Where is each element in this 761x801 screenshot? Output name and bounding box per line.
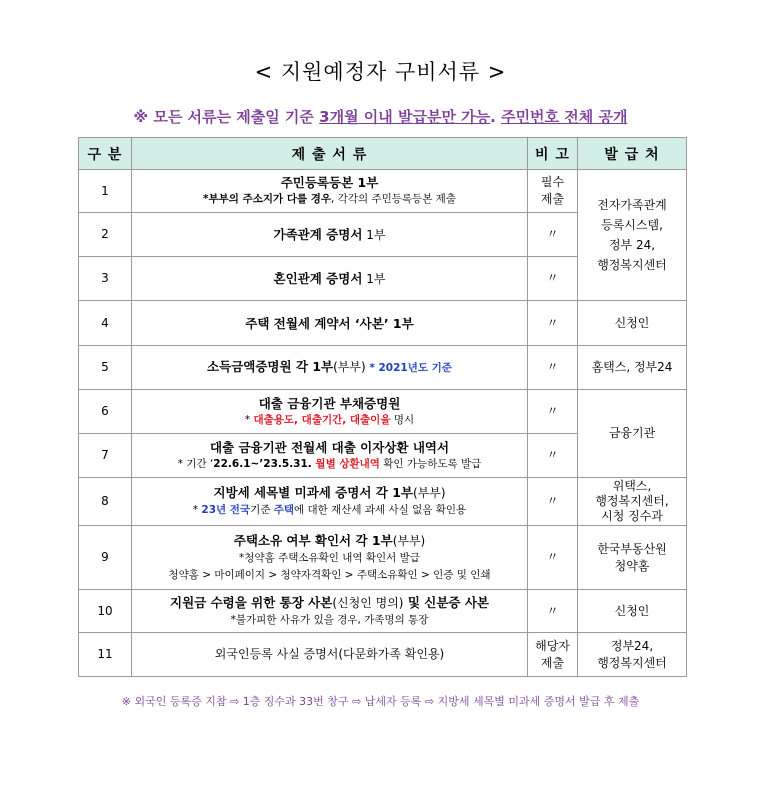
row-note: 〃 (528, 590, 578, 633)
doc-sub-blue: 주택 (273, 504, 295, 516)
row-doc (132, 346, 528, 390)
row-doc (132, 590, 528, 633)
doc-sub-red: 월별 상환내역 (311, 457, 380, 470)
row-num: 9 (79, 526, 132, 590)
table-header-row (79, 138, 687, 170)
doc-main-line (132, 484, 527, 502)
row-issuer: 전자가족관계 등록시스템, 정부 24, 행정복지센터 (578, 170, 687, 301)
row-note: 〃 (528, 434, 578, 478)
doc-sub (132, 456, 527, 473)
notice-underline-2: 주민번호 전체 공개 (501, 108, 628, 126)
doc-extra: * 2021년도 기준 (365, 362, 452, 374)
row-doc (132, 390, 528, 434)
doc-sub-normal: , 각각의 주민등록등본 제출 (331, 193, 456, 205)
table-row (79, 346, 687, 390)
doc-sub-tail: 명시 (390, 413, 415, 426)
header-doc: 제 출 서 류 (132, 138, 528, 170)
row-issuer: 위택스, 행정복지센터, 시청 징수과 (578, 478, 687, 526)
doc-sub (132, 191, 527, 208)
row-num: 1 (79, 170, 132, 213)
doc-main: 대출 금융기관 전월세 대출 이자상환 내역서 (209, 439, 450, 455)
row-note: 해당자 제출 (528, 633, 578, 677)
doc-sub (132, 412, 527, 429)
row-num: 3 (79, 257, 132, 301)
row-note: 〃 (528, 257, 578, 301)
doc-main-line (132, 532, 527, 550)
doc-sub-pre: * 기간 ‘ (177, 457, 214, 470)
row-num: 8 (79, 478, 132, 526)
doc-main: 주민등록등본 1부 (280, 175, 379, 190)
row-doc: 주택 전월세 계약서 ‘사본’ 1부 (132, 301, 528, 346)
doc-sub: *불가피한 사유가 있을 경우, 가족명의 통장 (230, 613, 429, 626)
notice-underline-1: 3개월 이내 발급분만 가능 (319, 108, 491, 126)
row-num: 2 (79, 213, 132, 257)
doc-main-normal: (부부) (412, 486, 446, 500)
doc-main: 가족관계 증명서 (273, 226, 363, 242)
doc-main: 지원금 수령을 위한 통장 사본 (170, 594, 333, 610)
row-issuer: 정부24, 행정복지센터 (578, 633, 687, 677)
row-num: 6 (79, 390, 132, 434)
table-row (79, 390, 687, 434)
doc-main-line (132, 594, 527, 612)
doc-sub-path: 청약홈 > 마이페이지 > 청약자격확인 > 주택소유확인 > 인증 및 인쇄 (168, 568, 491, 581)
doc-main-normal: (부부) (333, 360, 366, 374)
doc-sub: *청약홈 주택소유확인 내역 확인서 발급 (239, 551, 420, 564)
row-doc (132, 478, 528, 526)
header-num: 구 분 (79, 138, 132, 170)
doc-sub-tail: 에 대한 재산세 과세 사실 없음 확인용 (294, 504, 467, 516)
row-note: 〃 (528, 301, 578, 346)
row-note: 〃 (528, 213, 578, 257)
doc-sub-blue: 23년 전국 (201, 504, 251, 516)
row-num: 10 (79, 590, 132, 633)
row-issuer: 신청인 (578, 590, 687, 633)
table-row (79, 590, 687, 633)
row-note: 필수 제출 (528, 170, 578, 213)
header-note: 비 고 (528, 138, 578, 170)
row-num: 5 (79, 346, 132, 390)
doc-sub-star: * (244, 413, 254, 426)
row-note: 〃 (528, 390, 578, 434)
row-doc (132, 213, 528, 257)
row-doc (132, 170, 528, 213)
notice-line (0, 106, 761, 127)
doc-sub-tail: 확인 가능하도록 발급 (379, 457, 482, 470)
doc-main: 혼인관계 증명서 (273, 270, 363, 286)
notice-part2: . (490, 108, 502, 126)
footer-note: ※ 외국인 등록증 지참 ⇨ 1층 징수과 33번 창구 ⇨ 납세자 등록 ⇨ 지방세 세목별 미과세 증명서 발급 후 제출 (121, 695, 640, 708)
row-doc (132, 434, 528, 478)
doc-main-normal: 1부 (362, 271, 386, 286)
doc-sub-star: * (192, 504, 202, 516)
doc-main-normal: 1부 (362, 227, 386, 242)
table-row (79, 170, 687, 213)
row-issuer: 한국부동산원 청약홈 (578, 526, 687, 590)
row-doc: 외국인등록 사실 증명서(다문화가족 확인용) (132, 633, 528, 677)
doc-main-normal: (신청인 명의) (332, 595, 404, 610)
doc-main: 대출 금융기관 부채증명원 (258, 395, 401, 411)
doc-sub-bold: *부부의 주소지가 다를 경우 (203, 193, 332, 205)
row-doc (132, 526, 528, 590)
doc-sub (132, 502, 527, 519)
doc-main-normal: (부부) (392, 533, 426, 548)
doc-sub-red: 대출용도, 대출기간, 대출이율 (253, 413, 391, 426)
doc-sub-mid: 기준 (250, 504, 274, 516)
row-issuer: 홈택스, 정부24 (578, 346, 687, 390)
row-issuer: 신청인 (578, 301, 687, 346)
documents-table (78, 137, 687, 677)
row-doc (132, 257, 528, 301)
row-note: 〃 (528, 526, 578, 590)
page-title: < 지원예정자 구비서류 > (254, 60, 507, 84)
row-num: 11 (79, 633, 132, 677)
table-row (79, 301, 687, 346)
row-num: 7 (79, 434, 132, 478)
table-row (79, 633, 687, 677)
doc-sub-bold: 22.6.1~’23.5.31. (213, 457, 312, 470)
notice-part1: ※ 모든 서류는 제출일 기준 (133, 108, 320, 126)
row-issuer: 금융기관 (578, 390, 687, 478)
doc-main: 지방세 세목별 미과세 증명서 각 1부 (213, 485, 413, 500)
header-issuer: 발 급 처 (578, 138, 687, 170)
row-note: 〃 (528, 478, 578, 526)
doc-main: 주택소유 여부 확인서 각 1부 (233, 532, 393, 548)
doc-main: 소득금액증명원 각 1부 (207, 359, 334, 374)
row-num: 4 (79, 301, 132, 346)
table-row (79, 526, 687, 590)
doc-main-2: 및 신분증 사본 (403, 594, 489, 610)
table-row (79, 478, 687, 526)
row-note: 〃 (528, 346, 578, 390)
